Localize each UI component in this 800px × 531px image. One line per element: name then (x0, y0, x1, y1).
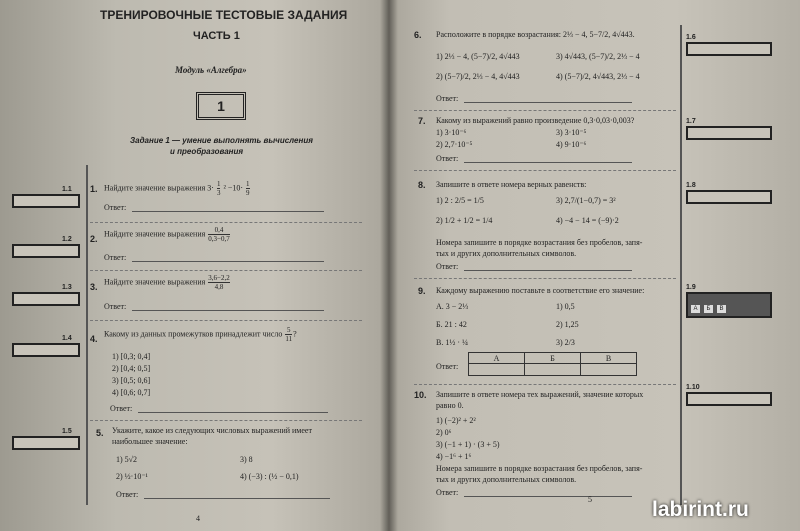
answer-line[interactable] (132, 211, 324, 212)
question-separator (414, 110, 676, 111)
answer-box[interactable] (12, 292, 80, 306)
matching-value: 3) 2/3 (556, 338, 575, 347)
question-number: 5. (96, 428, 104, 438)
answer-label: Ответ: (436, 154, 459, 163)
question-separator (414, 384, 676, 385)
answer-option[interactable]: 4) (5−7)/2, 4√443, 2⅓ − 4 (556, 72, 640, 81)
question-text: Какому из данных промежутков принадлежит число $\frac{5}{11}$ ? (104, 326, 297, 343)
answer-option[interactable]: 4) −1⁶ + 1⁶ (436, 452, 472, 461)
answer-box-label: 1.8 (686, 182, 696, 189)
question-number: 3. (90, 282, 98, 292)
answer-label: Ответ: (436, 362, 459, 371)
answer-line[interactable] (138, 412, 328, 413)
question-number: 1. (90, 184, 98, 194)
answer-label: Ответ: (104, 203, 127, 212)
question-number: 8. (418, 180, 426, 190)
question-prompt: Найдите значение выражения (104, 229, 206, 239)
answer-label: Ответ: (436, 262, 459, 271)
question-text: Запишите в ответе номера тех выражений, значение которых (436, 390, 644, 399)
answer-line[interactable] (132, 261, 324, 262)
answer-option[interactable]: 1) 2 : 2/5 = 1/5 (436, 196, 484, 205)
answer-option[interactable]: 3) 2,7/(1−0,7) = 3² (556, 196, 616, 205)
answer-option[interactable]: 2) 0⁶ (436, 428, 452, 437)
fraction: $\frac{3,6-2,2}{4,8}$ (208, 274, 230, 291)
answer-line[interactable] (132, 310, 324, 311)
answer-option[interactable]: 4) [0,6; 0,7] (112, 388, 151, 397)
answer-box-label: 1.9 (686, 284, 696, 291)
answer-box[interactable] (686, 42, 772, 56)
question-text (104, 226, 231, 243)
table-cell[interactable] (469, 364, 525, 376)
question-number: 7. (418, 116, 426, 126)
question-prompt: Какому из данных промежутков принадлежит число (104, 329, 283, 339)
answer-box[interactable] (12, 343, 80, 357)
answer-box-label: 1.2 (62, 236, 72, 243)
table-header: А (469, 353, 525, 364)
question-separator (414, 278, 676, 279)
question-separator (90, 270, 362, 271)
book-gutter (380, 0, 398, 531)
question-separator (90, 320, 362, 321)
question-number: 2. (90, 234, 98, 244)
question-separator (414, 170, 676, 171)
right-page (388, 0, 800, 531)
answer-box-label: 1.1 (62, 186, 72, 193)
answer-box[interactable] (686, 190, 772, 204)
answer-option[interactable]: 2) 2,7·10⁻⁵ (436, 140, 473, 149)
answer-box-label: 1.10 (686, 384, 700, 391)
answer-box-label: 1.4 (62, 335, 72, 342)
answer-box[interactable] (12, 194, 80, 208)
answer-option[interactable]: 3) [0,5; 0,6] (112, 376, 151, 385)
answer-option[interactable]: 3) 8 (240, 455, 253, 464)
left-page (0, 0, 388, 531)
question-text: Каждому выражению поставьте в соответствие его значение: (436, 286, 645, 295)
instruction-note: тых и других дополнительных символов. (436, 249, 577, 258)
answer-line[interactable] (464, 496, 632, 497)
answer-box-label: 1.7 (686, 118, 696, 125)
answer-option[interactable]: 4) 9·10⁻⁶ (556, 140, 587, 149)
answer-option[interactable]: 1) (−2)² + 2² (436, 416, 476, 425)
instruction-note: Номера запишите в порядке возрастания без пробелов, запя- (436, 238, 643, 247)
answer-box[interactable] (12, 436, 80, 450)
margin-rule (86, 165, 88, 505)
answer-box[interactable] (686, 126, 772, 140)
module-title: Модуль «Алгебра» (175, 65, 247, 75)
matching-value: 2) 1,25 (556, 320, 579, 329)
answer-line[interactable] (464, 270, 632, 271)
answer-label: Ответ: (104, 253, 127, 262)
answer-box-label: 1.6 (686, 34, 696, 41)
question-prompt: Найдите значение выражения (104, 277, 206, 287)
answer-option[interactable]: 2) 1/2 + 1/2 = 1/4 (436, 216, 493, 225)
answer-option[interactable]: 2) (5−7)/2, 2⅓ − 4, 4√443 (436, 72, 520, 81)
answer-box-label: 1.5 (62, 428, 72, 435)
answer-option[interactable]: 3) 4√443, (5−7)/2, 2⅓ − 4 (556, 52, 640, 61)
answer-option[interactable]: 1) 2⅓ − 4, (5−7)/2, 4√443 (436, 52, 520, 61)
mini-cell: А (691, 305, 700, 313)
table-cell[interactable] (581, 364, 637, 376)
fraction: $\frac{5}{11}$ (285, 326, 293, 343)
question-separator (90, 420, 362, 421)
answer-option[interactable]: 4) −4 − 14 = (−9)·2 (556, 216, 619, 225)
answer-option[interactable]: 1) [0,3; 0,4] (112, 352, 151, 361)
matching-item: Б. 21 : 42 (436, 320, 467, 329)
question-text: Укажите, какое из следующих числовых выражений имеет (112, 426, 312, 435)
watermark-logo: labirint.ru (652, 498, 749, 521)
question-separator (90, 222, 362, 223)
expression-tail: ² −10· (223, 183, 244, 193)
question-number: 9. (418, 286, 426, 296)
answer-option[interactable]: 3) (−1 + 1) · (3 + 5) (436, 440, 500, 449)
question-text: Какому из выражений равно произведение 0,3·0,03·0,003? (436, 116, 635, 125)
question-prompt: Найдите значение выражения 3· (104, 183, 214, 193)
answer-option[interactable]: 2) [0,4; 0,5] (112, 364, 151, 373)
question-number: 10. (414, 390, 427, 400)
answer-label: Ответ: (436, 94, 459, 103)
question-text-line2: равно 0. (436, 401, 464, 410)
answer-line[interactable] (464, 102, 632, 103)
table-header: В (581, 353, 637, 364)
mini-cell: В (717, 305, 726, 313)
answer-option[interactable]: 4) (−3) : (½ − 0,1) (240, 472, 299, 481)
matching-item: В. 1½ · ¼ (436, 338, 468, 347)
answer-label: Ответ: (104, 302, 127, 311)
task-heading-line2: и преобразования (170, 147, 244, 156)
matching-value: 1) 0,5 (556, 302, 575, 311)
answer-box[interactable] (12, 244, 80, 258)
answer-option[interactable]: 2) ½·10⁻¹ (116, 472, 148, 481)
question-number: 4. (90, 334, 98, 344)
answer-box[interactable] (686, 392, 772, 406)
matching-answer-box[interactable] (686, 292, 772, 318)
table-cell[interactable] (525, 364, 581, 376)
question-text: Запишите в ответе номера верных равенств: (436, 180, 587, 189)
answer-option[interactable]: 1) 5√2 (116, 455, 138, 464)
margin-rule (680, 25, 682, 505)
part-title: ЧАСТЬ 1 (193, 30, 240, 42)
question-number: 6. (414, 30, 422, 40)
question-text (104, 180, 251, 197)
section-number-box: 1 (196, 92, 246, 120)
task-heading: Задание 1 — умение выполнять вычисления (130, 136, 313, 145)
fraction: $\frac{1}{3}$ (216, 180, 221, 197)
question-text-line2: наибольшее значение: (112, 437, 188, 446)
page-number: 5 (588, 495, 592, 504)
instruction-note: тых и других дополнительных символов. (436, 475, 577, 484)
page-number: 4 (196, 514, 200, 523)
answer-label: Ответ: (436, 488, 459, 497)
mini-cell: Б (704, 305, 713, 313)
instruction-note: Номера запишите в порядке возрастания без пробелов, запя- (436, 464, 643, 473)
answer-line[interactable] (464, 162, 632, 163)
answer-option[interactable]: 3) 3·10⁻⁵ (556, 128, 587, 137)
answer-label: Ответ: (110, 404, 133, 413)
question-text: Расположите в порядке возрастания: 2⅓ − 4, 5−7/2, 4√443. (436, 30, 635, 39)
fraction: $\frac{1}{9}$ (246, 180, 250, 197)
matching-item: А. 3 − 2⅓ (436, 302, 469, 311)
answer-table[interactable] (468, 352, 637, 376)
answer-label: Ответ: (116, 490, 139, 499)
question-text (104, 274, 231, 291)
answer-box-label: 1.3 (62, 284, 72, 291)
fraction: $\frac{0,4}{0,3-0,7}$ (208, 226, 230, 243)
page-title: ТРЕНИРОВОЧНЫЕ ТЕСТОВЫЕ ЗАДАНИЯ (100, 8, 348, 22)
answer-line[interactable] (144, 498, 330, 499)
table-header: Б (525, 353, 581, 364)
answer-option[interactable]: 1) 3·10⁻⁶ (436, 128, 467, 137)
